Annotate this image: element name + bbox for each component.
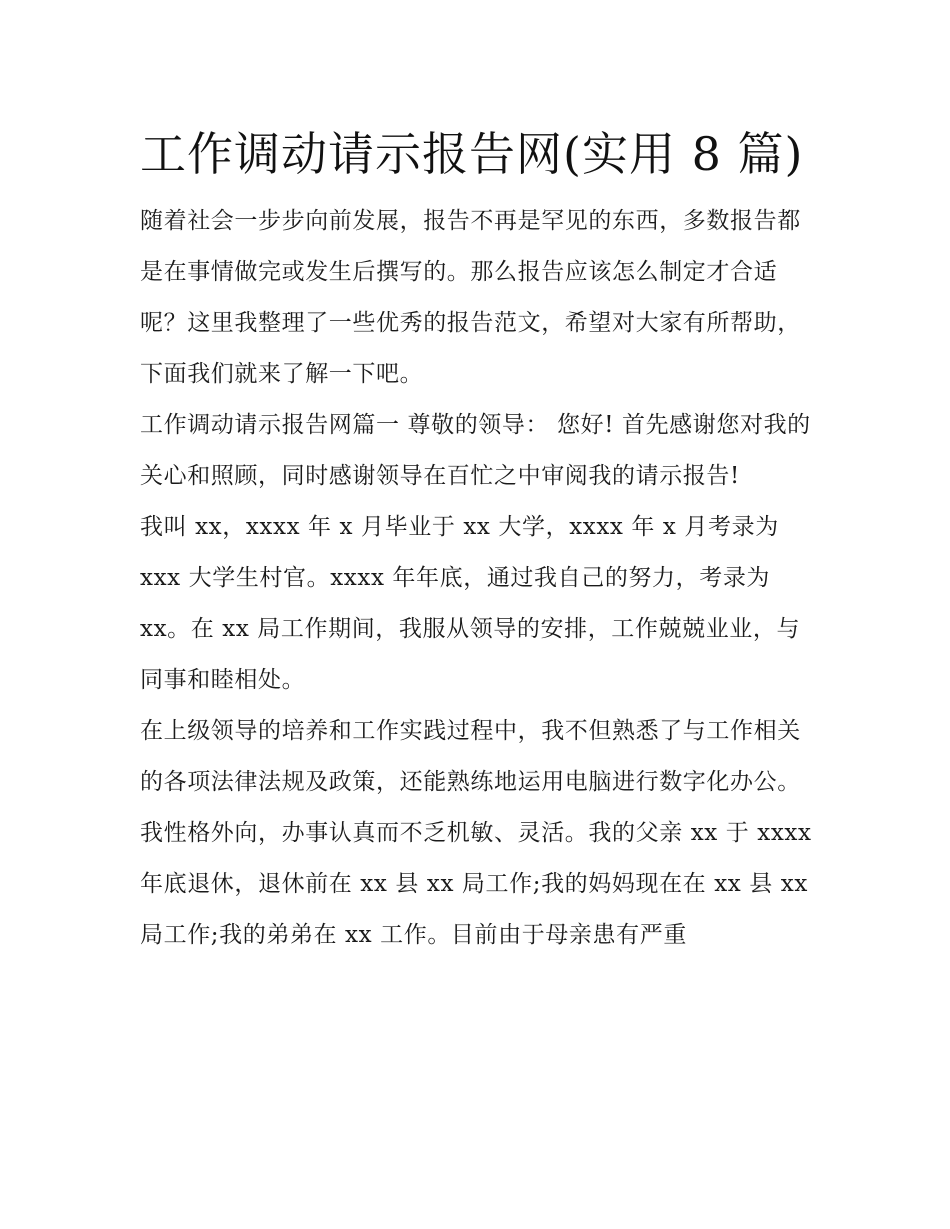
salutation-paragraph: 工作调动请示报告网篇一 尊敬的领导： 您好! 首先感谢您对我的关心和照顾，同时感谢领导在百忙之中审阅我的请示报告!	[140, 412, 811, 489]
family-paragraph: 在上级领导的培养和工作实践过程中，我不但熟悉了与工作相关的各项法律法规及政策，还能熟练地运用电脑进行数字化办公。我性格外向，办事认真而不乏机敏、灵活。我的父亲 xx 于 xxxx 年底退休，退休前在 xx 县 xx 局工作;我的妈妈现在在 xx 县 xx 局工作;我的弟弟在 xx 工作。目前由于母亲患有严重	[140, 718, 812, 948]
background-paragraph: 我叫 xx，xxxx 年 x 月毕业于 xx 大学，xxxx 年 x 月考录为 xxx 大学生村官。xxxx 年年底，通过我自己的努力，考录为 xx。在 xx 局工作期间，我服从领导的安排，工作兢兢业业，与同事和睦相处。	[140, 514, 801, 693]
document-title: 工作调动请示报告网(实用 8 篇)	[140, 127, 804, 181]
document-page	[140, 118, 812, 961]
intro-paragraph: 随着社会一步步向前发展，报告不再是罕见的东西，多数报告都是在事情做完或发生后撰写的。那么报告应该怎么制定才合适呢？这里我整理了一些优秀的报告范文，希望对大家有所帮助，下面我们就来了解一下吧。	[140, 208, 801, 387]
